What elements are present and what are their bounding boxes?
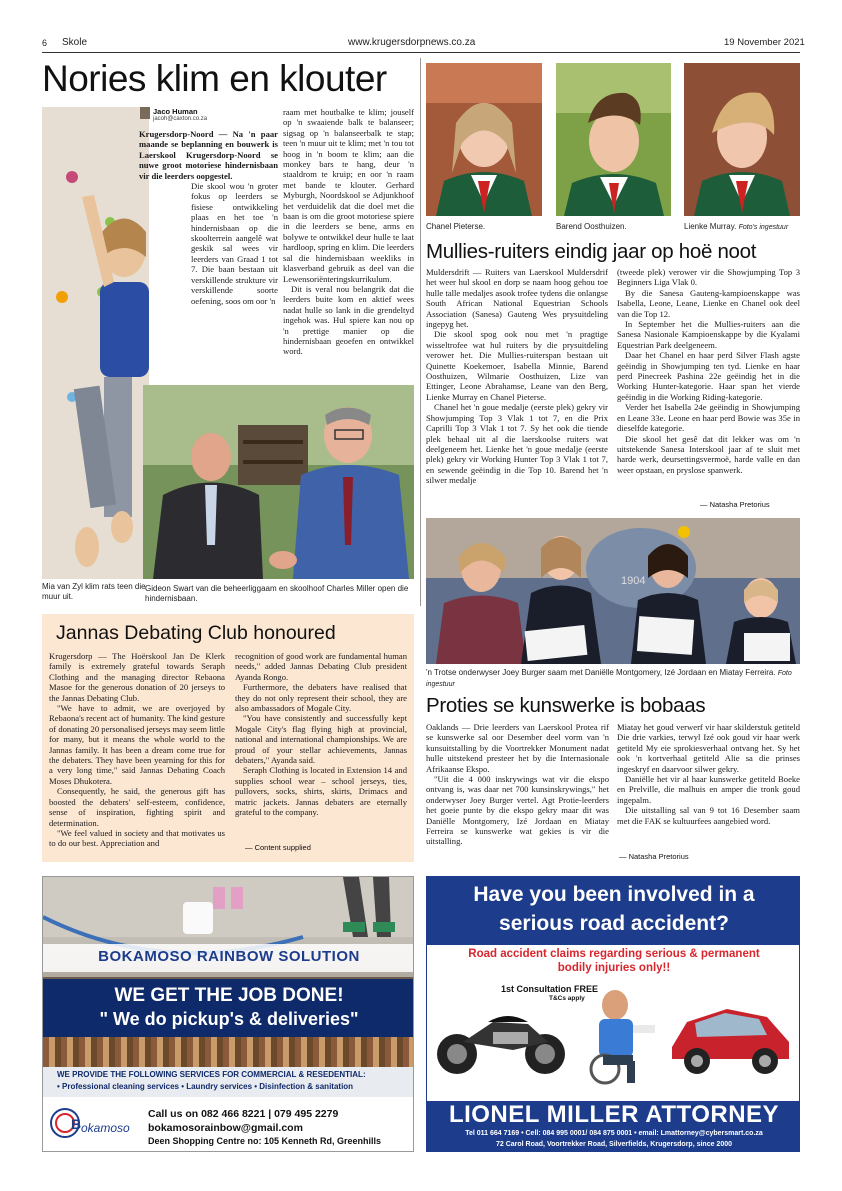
article1-col2: [283, 107, 414, 381]
caption-handshake: Gideon Swart van die beheerliggaam en skoolhoof Charles Miller open die hindernisbaan.: [145, 584, 409, 603]
ad-bokamoso-services: • Professional cleaning services • Laundry services • Disinfection & sanitation: [57, 1082, 354, 1091]
article3-col1-para3: Consequently, he said, the generous gift has boosted the debaters' self-esteem, confidence, sense of inspiration, fighting spirit and determination.: [49, 786, 225, 828]
ad-lionel-sub1: Road accident claims regarding serious & permanent: [468, 948, 760, 960]
ad-lionel-sub2: bodily injuries only!!: [557, 962, 671, 974]
caption-chanel: Chanel Pieterse.: [426, 222, 486, 231]
article3-col1: [49, 651, 225, 859]
ad-lionel-headline2: serious road accident?: [499, 912, 729, 935]
caption-barend: Barend Oosthuizen.: [556, 222, 627, 231]
section-name: Skole: [62, 37, 88, 48]
article1-col1: [139, 129, 278, 384]
article4-col2-para2: Daniëlle het vir al haar kunswerke getiteld Boeke en Prelville, die malhuis en amper die tronk goud ingepalm.: [617, 774, 800, 805]
ad-lionel-contact[interactable]: Tel 011 664 7169 • Cell: 084 995 0001/ 084 875 0001 • email: Lmattorney@cybersmart.co.za: [465, 1130, 763, 1137]
article2-col2-para1: (tweede plek) verower vir die Showjumping Top 3 Beginners Liga Vlak 0.: [617, 267, 800, 288]
photo-barend: [556, 63, 671, 216]
article2-col2-para2: By die Sanesa Gauteng-kampioenskappe was Isabella, Leone, Leane, Lienke en Chanel ook deel van die Top 12.: [617, 287, 800, 319]
column-divider: [420, 58, 421, 606]
article4-byline: — Natasha Pretorius: [619, 852, 689, 861]
article2-col1-para3: Chanel het 'n goue medalje (eerste plek) gekry vir Showjumping Top 3 Vlak 1 tot 7, en die Prix Caprilli Top 3 Vlak 1 tot 7. Sy het ook die tiende plek behaal uit al die laerskoolse ruiters wat deelgeneem het. Lienke het 'n goue medalje (eerste plek) gekry vir Working Hunter Top 3 Vlak 1 tot 7, en sewende geëindig in die Top 10. Barend het 'n silwer medalje: [426, 402, 608, 486]
ad-lionel-miller[interactable]: [426, 876, 800, 1152]
article-headline-nories: Nories klim en klouter: [42, 58, 387, 99]
article2-col2-para4: Daar het Chanel en haar perd Silver Flash agste geëindig in Showjumping ten tyd. Lienke en haar perd Pinecreek Pashina 22e geëindig het in die Working Hunter-kategorie. Haar span het vierde geëindig in die Working Riding-kategorie.: [617, 350, 800, 402]
article4-col2-para3: Die uitstalling sal van 9 tot 16 Desember saam met die FAK se kultuurfees aangebied word.: [617, 805, 800, 826]
photo-chanel: [426, 63, 542, 216]
article3-col1-para1: Krugersdorp — The Hoërskool Jan De Klerk family is extremely grateful towards Seraph Clothing and the managing director Rebaona Masoe for the generous donation of 20 jerseys to the Jannas Debating Club.: [49, 651, 225, 703]
article2-byline: — Natasha Pretorius: [700, 500, 770, 509]
article2-col2-para6: Die skool het gesê dat dit lekker was om 'n uitstekende Sanesa Interskool jaar af te sluit met harde werk, deursettingsvermoë, harde valle en dan weer opstaan, en pryslose spanwerk.: [617, 433, 800, 475]
article-headline-mullies: Mullies-ruiters eindig jaar op hoë noot: [426, 240, 757, 263]
ad-bokamoso-logo-text: okamoso: [81, 1121, 130, 1135]
ad-bokamoso-email[interactable]: bokamosorainbow@gmail.com: [148, 1122, 303, 1134]
article3-col2-para2: Furthermore, the debaters have realised that they do not only represent their school, they are also ambassadors of Mogale City.: [235, 682, 407, 714]
ad-bokamoso-address: Deen Shopping Centre no: 105 Kenneth Rd, Greenhills: [148, 1136, 382, 1146]
photo-lienke: [684, 63, 800, 216]
ad-lionel-injured-man: [575, 985, 667, 1085]
svg-text:1904: 1904: [621, 575, 646, 587]
ad-lionel-name: LIONEL MILLER ATTORNEY: [448, 1101, 780, 1128]
ad-bokamoso-slogan2: " We do pickup's & deliveries": [99, 1009, 359, 1029]
caption-group-text: 'n Trotse onderwyser Joey Burger saam met Daniëlle Montgomery, Izé Jordaan en Miatay Ferreira.: [426, 668, 776, 677]
ad-lionel-tcs: T&Cs apply: [549, 995, 585, 1002]
website[interactable]: www.krugersdorpnews.co.za: [348, 37, 476, 48]
article3-byline: — Content supplied: [245, 843, 311, 852]
article-headline-jannas: Jannas Debating Club honoured: [56, 622, 336, 644]
article2-col2-para5: Verder het Isabella 24e geëindig in Showjumping en Leane 33e. Leone en haar perd Bowie was 35e in dieselfde kategorie.: [617, 402, 800, 434]
author-name: Jaco Human: [153, 107, 198, 116]
ad-bokamoso-phones[interactable]: Call us on 082 466 8221 | 079 495 2279: [148, 1108, 339, 1120]
article-headline-proties: Proties se kunswerke is bobaas: [426, 694, 706, 717]
ad-bokamoso-slogan1: WE GET THE JOB DONE!: [114, 985, 344, 1006]
ad-lionel-motorbike: [433, 1002, 573, 1077]
article4-col1: [426, 722, 609, 862]
article1-col1-para2: Die skool wou 'n groter fokus op leerders se fisiese ontwikkeling plaas en het toe 'n hindernisbaan op die skoolterrein aangelê wat geskik sal wees vir leerders van Graad 1 tot 7. Die baan bestaan uit verskillende strukture vir verskillende soorte oefening, soos om oor 'n: [191, 181, 278, 306]
ad-bokamoso-carpet: [43, 1037, 414, 1067]
ad-lionel-consult: 1st Consultation FREE: [501, 984, 599, 994]
caption-group: [426, 668, 800, 690]
ad-bokamoso-services-heading: WE PROVIDE THE FOLLOWING SERVICES FOR COMMERCIAL & RESEDENTIAL:: [57, 1070, 366, 1079]
article3-col2-para1: recognition of good work are fundamental human needs," added Jannas Debating Club president Ayanda Rongo.: [235, 651, 407, 682]
ad-lionel-address: 72 Carol Road, Voortrekker Road, Silverfields, Krugersdorp, since 2000: [495, 1141, 732, 1148]
article2-col1-para1: Muldersdrift — Ruiters van Laerskool Muldersdrif het weer hul skool en dorp se naam hoog gehou toe hulle talle medaljes asook trofee tydens die onlangse South African National Equestrian Schools Association (Sanesa) Gauteng Wes prysuitdeling ingepyg het.: [426, 267, 608, 330]
svg-text:B: B: [71, 1116, 82, 1132]
article4-col1-para2: "Uit die 4 000 inskrywings wat vir die ekspo ontvang is, was daar net 700 kunsinskrywings," het onderwyser Joey Burger vertel. Agt Protie-leerders het goeie punte by die ekspo gekry maar dit was Daniëlle Montgomery, Izé Jordaan en Miatay Ferreira se kunswerke wat gekies is vir die uitstalling.: [426, 774, 609, 847]
article1-lead: Krugersdorp-Noord — Na 'n paar maande se beplanning en bouwerk is Laerskool Krugersdorp-Noord se nuwe groot motoriese hindernisbaan vir die leerders oopgestel.: [139, 129, 278, 181]
article2-col2: [617, 267, 800, 509]
photo-credit: Foto's ingestuur: [738, 224, 789, 231]
article3-col1-para4: "We feel valued in society and that motivates us to do our best. Appreciation and: [49, 827, 225, 849]
article3-col2-para4: Seraph Clothing is located in Extension 14 and supplies school wear – school jerseys, ties, pullovers, socks, shirts, skirts, Drimacs and matric jackets. Jannas debaters are eternally grateful to the company.: [235, 765, 407, 818]
photo-handshake: [143, 385, 414, 579]
article4-col2: [617, 722, 800, 852]
article4-col1-para1: Oaklands — Drie leerders van Laerskool Protea rif se kunswerke sal oor Desember deel vorm van 'n kunsuitstalling by die Voortrekker Monument nadat hulle uitstekend presteer het by die Internasionale Afrikaanse Ekspo.: [426, 722, 609, 774]
photo-climber: [42, 107, 149, 579]
photo-group: [426, 518, 800, 664]
article2-col1: [426, 267, 608, 517]
issue-date: 19 November 2021: [724, 37, 805, 48]
article2-col1-para2: Die skool spog ook nou met 'n pragtige wisseltrofee wat hul ruiters by die prysuitdeling verower het. Die Mullies-ruiterspan bestaan uit Quinette Koekemoer, Isabella Minnie, Barend Oosthuizen, Wilmarie Oosthuizen, Lize van Ettinger, Leone Abrahamse, Leane van den Berg, Lienke Murray en Chanel Pieterse.: [426, 329, 608, 402]
group-photo-credit: Foto ingestuur: [426, 670, 792, 688]
ad-bokamoso-title: BOKAMOSO RAINBOW SOLUTION: [98, 948, 360, 965]
article3-col2-para3: "You have consistently and successfully kept Mogale City's flag flying high at provincial, national and international championships. We are proud of your stellar achievements, Jannas debaters," Ayanda said.: [235, 713, 407, 766]
caption-lienke: [684, 222, 788, 233]
ad-bokamoso[interactable]: [42, 876, 414, 1152]
article2-col2-para3: In September het die Mullies-ruiters aan die Sanesa Nasionale Kampioenskappe by die Kyalami Equestrian Park deelgeneem.: [617, 319, 800, 350]
article1-col2-para1: raam met houtbalke te klim; jouself op 'n swaaiende balk te balanseer; sigsag op 'n balanseerbalk te stap; teen 'n muur uit te klim; met 'n tou tot hoog in 'n boom te klim; aan die monkey bars te hang, deur 'n staaldrom te kruip; en oor 'n raam met bande te klouter. Gerhard Myburgh, Noordskool se Adjunkhoof het verduidelik dat die doel met die baan is om die groot motoriese spiere in die leerders se bene, arms en bolywe te ontwikkel deur hulle te laat hardloop, spring en klim. Die leerders sal die hindernisbaan weekliks in klasverband gebruik as deel van die Lewensoriënteringskurrikulum.: [283, 107, 414, 284]
article3-col2: [235, 651, 407, 841]
page-number: 6: [42, 38, 48, 48]
caption-climber: Mia van Zyl klim rats teen die muur uit.: [42, 582, 146, 601]
caption-lienke-text: Lienke Murray.: [684, 222, 737, 231]
author-email[interactable]: jacoh@caxton.co.za: [153, 116, 208, 122]
article1-col2-para2: Dit is veral nou belangrik dat die leerders buite kom en aktief wees nadat hulle so lank in die grendeltyd ingehok was. Hul spiere kan nou op 'n prettige manier op die hindernisbaan geoefen en ontwikkel word.: [283, 283, 414, 357]
header-rule: [42, 52, 800, 53]
article4-col2-para1: Miatay het goud verwerf vir haar skilderstuk getiteld Die drie varkies, terwyl Izé ook goud vir haar werk getiteld My eie sprokiesverhaal ontvang het. Sy het ook 'n kortverhaal getiteld Alie sa die prinses ingeskryf en daarvoor silwer gekry.: [617, 722, 800, 774]
article3-col1-para2: "We have to admit, we are overjoyed by Rebaona's recent act of humanity. The kind gesture of donating 20 personalised jerseys may seem little for many, but it means the whole world to the Jannas family. It has been a dream come true for the debaters. They have been yearning for this for a very long time," said Jannas Debating Coach Moses Dhukotera.: [49, 703, 225, 786]
ad-lionel-headline1: Have you been involved in a: [473, 883, 755, 906]
author-photo: [140, 107, 150, 119]
ad-lionel-crashed-car: [667, 987, 795, 1082]
